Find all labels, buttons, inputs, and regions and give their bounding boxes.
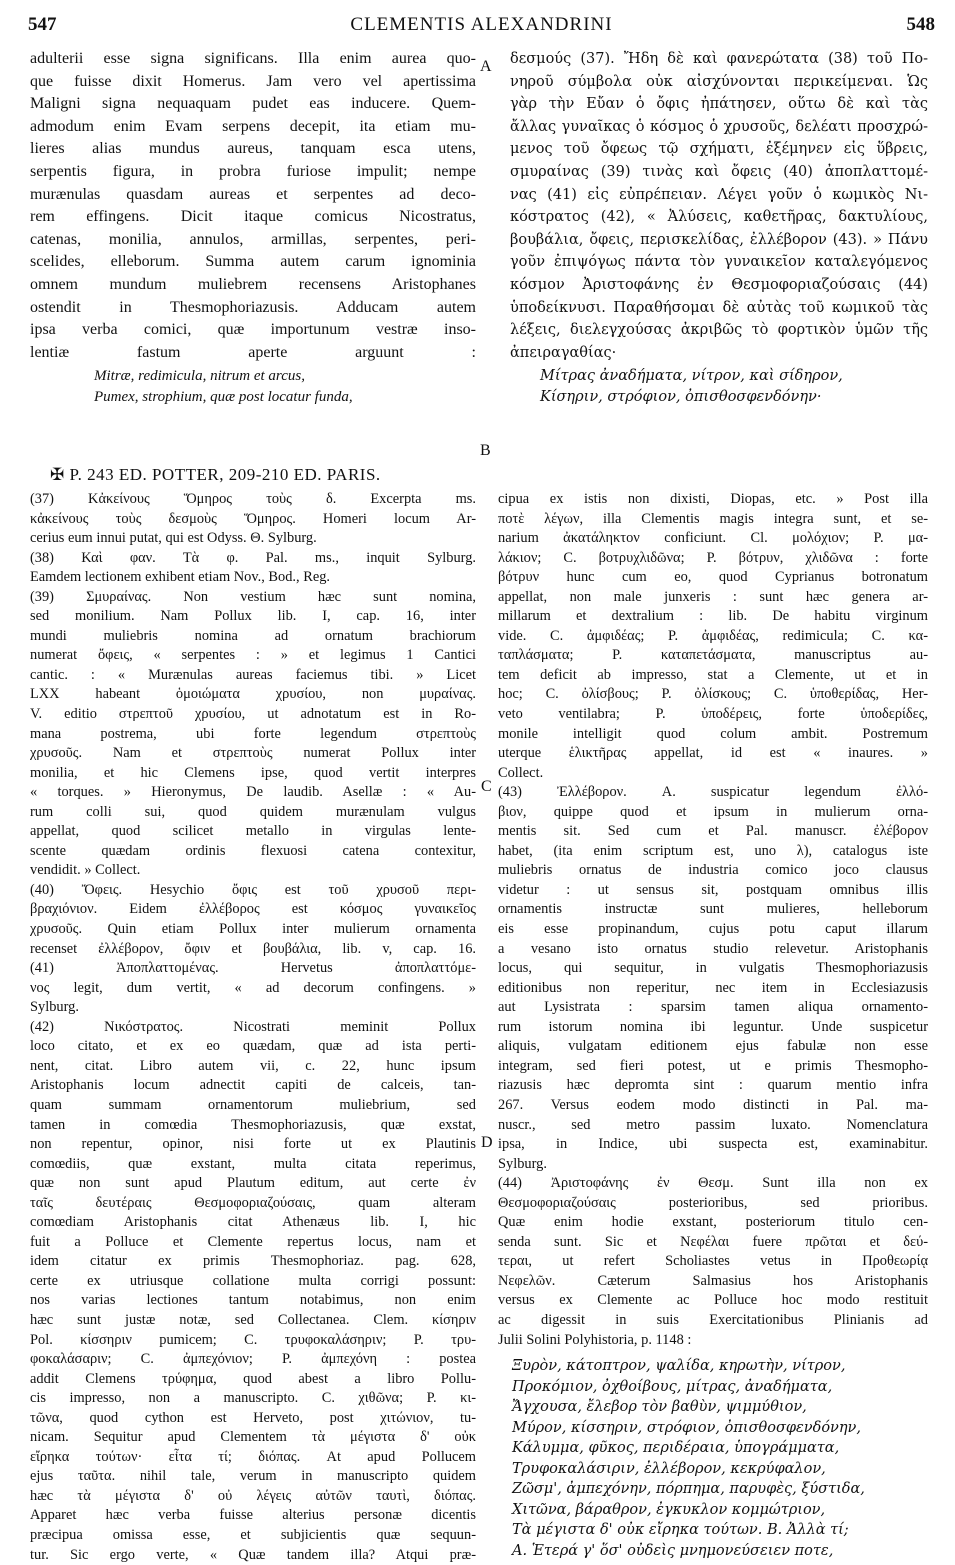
footnotes-right-column — [498, 490, 928, 1561]
footnote-line: ipsa, in Indice, ubi suspecta est, examinabitur. — [498, 1136, 928, 1153]
footnote-line: ejus ταῦτα. nihil tale, verum in manuscripto quidem — [30, 1468, 476, 1485]
footnote-line: Quæ enim hodie exstant, posteriorum titulo cen- — [498, 1214, 928, 1231]
latin-text-line: Maligni signa nequaquam pudet eas inducere. Quem- — [30, 95, 476, 113]
footnote-line: ac digessit in suis Exercitationibus Plinianis ad — [498, 1311, 928, 1328]
greek-text-line: γοῦν ἐπιψόγως πάντα τὸν γυναικεῖον καταλεγόμενος — [510, 254, 928, 271]
latin-text-line: omnem mundum muliebrem recensens Aristophanes — [30, 275, 476, 293]
footnote-line: φοκαλάσαριν; C. ἀμπεχόνιον; P. ἀμπεχόνη : postea — [30, 1351, 476, 1368]
footnote-line: quæ non sunt apud Plautum editum, aut certe ἐν — [30, 1175, 476, 1192]
footnote-verse-line: Μύρον, κίσσηριν, στρόφιον, ὀπισθοσφενδόνην, — [512, 1419, 861, 1436]
footnote-line: (42) Νικόστρατος. Nicostrati meminit Pollux — [30, 1018, 476, 1035]
footnote-line: ποτὲ λέγων, illa Clementis magis integra sunt, et se- — [498, 510, 928, 527]
footnote-line: εἴρηκα τούτων· εἶτα τί; διόπας. At apud Pollucem — [30, 1448, 476, 1465]
latin-text-line: murænulas quasdam aureas et serpentes ad deco- — [30, 185, 476, 203]
footnote-line: muliebris ornatus de industria comico joco clausus — [498, 862, 928, 879]
footnote-line: (43) Ἐλλέβορον. A. suspicatur legendum ἐλλό- — [498, 784, 928, 801]
footnote-line: « torques. » Hieronymus, De laudib. Asellæ : « Au- — [30, 784, 476, 801]
latin-verse-line: Pumex, strophium, quæ post locatur funda, — [94, 389, 353, 406]
footnote-line: Νεφελῶν. Cæterum Salmasius hos Aristophanis — [498, 1272, 928, 1289]
footnote-line: βραχιόνιον. Eidem ἐλλέβορος est κόσμος γυναικεῖος — [30, 901, 476, 918]
footnote-line: aliquis, vulgatam editionem ejus fabulæ non esse — [498, 1038, 928, 1055]
margin-marker-a: A — [480, 58, 492, 75]
greek-text-line: μενος τοῦ ὄφεως τῷ σχήματι, ἐξέμηνεν εἰς ὕβρεις, — [510, 141, 928, 158]
footnote-line: (40) Ὄφεις. Hesychio ὄφις est τοῦ χρυσοῦ περι- — [30, 881, 476, 898]
footnote-line: comœdiam Aristophanis citat Athenæus lib. I, hic — [30, 1214, 476, 1231]
footnote-line: βιον, quippe quod et ipsum in mulierum orna- — [498, 803, 928, 820]
footnote-line: narium ἀκατάληκτον conficiunt. Cl. μολόχιον; P. μα- — [498, 530, 928, 547]
latin-verse-line: Mitræ, redimicula, nitrum et arcus, — [94, 368, 305, 385]
greek-verse-line: Μίτρας ἀναδήματα, νίτρον, καὶ σίδηρον, — [540, 368, 843, 385]
footnote-line: cerius eum innui putat, qui est Odyss. Θ. Sylburg. — [30, 530, 317, 547]
greek-text-line: νηροῦ σύμβολα οὐκ αἰσχύνονται περικείμεναι. Ὡς — [510, 73, 928, 90]
footnote-verse-line: Χιτῶνα, βάραθρον, ἐγκυκλον κομμώτριον, — [512, 1501, 826, 1518]
greek-verse-line: Κίσηριν, στρόφιον, ὀπισθοσφενδόνην· — [540, 389, 822, 406]
margin-marker-d: D — [481, 1134, 493, 1151]
latin-text-line: scelides, elleborum. Summa autem carum ignominia — [30, 253, 476, 271]
footnote-verse-line: Ἄγχουσα, ἔλεβορ τὸν βαθὺν, ψιμμύθιον, — [512, 1399, 807, 1416]
footnote-line: (44) Ἀριστοφάνης ἐν Θεσμ. Sunt illa non ex — [498, 1175, 928, 1192]
footnote-line: monilia, et hic Clemens ipse, quod vertit interpres — [30, 764, 476, 781]
latin-text-line: rem effingens. Dicit itaque comicus Nicostratus, — [30, 208, 476, 226]
footnote-line: tamen in comœdia Thesmophoriazusis, quæ exstat, — [30, 1116, 476, 1133]
footnote-line: Θεσμοφοριαζούσαις posterioribus, sed prioribus. — [498, 1194, 928, 1211]
margin-marker-b: B — [480, 442, 491, 459]
footnote-line: quam summam ornamentorum muliebrium, sed — [30, 1096, 476, 1113]
footnote-line: ornamentis instructæ sunt mulieres, helleborum — [498, 901, 928, 918]
footnote-line: cipua ex istis non dixisti, Diopas, etc. » Post illa — [498, 491, 928, 507]
footnote-line: χρυσοῦς. Nam et στρεπτοὺς numerat Pollux inter — [30, 745, 476, 762]
greek-text-line: κόσμον Ἀριστοφάνης ἐν Θεσμοφοριαζούσαις (44) — [510, 276, 928, 293]
footnote-verse-line: Τὰ μέγιστα δ' οὐκ εἴρηκα τούτων. Β. Ἀλλὰ τί; — [512, 1522, 849, 1539]
footnote-line: nicam. Sequitur apud Clementem τὰ μέγιστα δ' οὐκ — [30, 1429, 476, 1446]
footnote-line: (39) Σμυραίνας. Non vestium hæc sunt nomina, — [30, 588, 476, 605]
footnote-line: nent, citat. Libro autem vii, c. 22, hunc ipsum — [30, 1057, 476, 1074]
footnote-line: addit Clemens τρύφημα, quod abest a libro Pollu- — [30, 1370, 476, 1387]
footnotes-left-column — [30, 490, 476, 1565]
footnote-line: numerat ὄφεις, « serpentes : » et legimus 1 Cantici — [30, 647, 476, 664]
footnote-line: Aristophanis locum adnectit capiti de calceis, tan- — [30, 1077, 476, 1094]
footnote-line: editionibus non reperitur, nec item in Ecclesiazusis — [498, 979, 928, 996]
greek-text-line: νας (41) εἰς εὐπρέπειαν. Λέγει γοῦν ὁ κωμικὸς Νι- — [510, 186, 928, 203]
footnote-line: LXX habeant ὁμοιώματα χρυσίου, non μυραίνας. — [30, 686, 476, 703]
footnote-line: integram, sed fieri potest, ut e primis Thesmopho- — [498, 1057, 928, 1074]
latin-text-line: catenas, monilia, annulos, armillas, serpentes, peri- — [30, 230, 476, 248]
footnote-line: (38) Καὶ φαν. Τὰ φ. Pal. ms., inquit Sylburg. — [30, 549, 476, 566]
footnote-line: a vesano isto ornatus studio relevetur. Aristophanis — [498, 940, 928, 957]
latin-text-line: ipsa verba comici, quæ importunum vestræ inso- — [30, 321, 476, 339]
greek-text-line: ὑποδείκνυσι. Παραθήσομαι δὲ αὐτὰς τοῦ κωμικοῦ τὰς — [510, 299, 928, 316]
latin-text-line: que fuisse dixit Homerus. Jam vero vel apertissima — [30, 72, 476, 90]
footnote-line: tem deficit ab impresso, stat a Clemente, ut et in — [498, 666, 928, 683]
footnote-verse-line: Προκόμιον, ὀχθοίβους, μίτρας, ἀναδήματα, — [512, 1378, 833, 1395]
greek-text-line: λέξεις, διελεγχούσας ἀκριβῶς τὸ φορτικὸν ὑμῶν τῆς — [510, 322, 928, 339]
footnote-line: locus, qui sequitur, in vulgatis Thesmophoriazusis — [498, 960, 928, 977]
footnote-line: mentis sit. Sed cum et Pal. manuscr. ἐλέβορον — [498, 823, 928, 840]
footnote-line: τῶνα, quod cython est Herveto, post χιτώνιον, tu- — [30, 1409, 476, 1426]
footnote-line: recenset ἐλλέβορον, ὄφιν et βουβάλια, lib. v, cap. 16. — [30, 940, 476, 957]
latin-text-line: lentiæ fastum aperte arguunt : — [30, 343, 476, 361]
footnote-line: veto ventilabra; P. ὑποδέρεις, forte ὑποδερίδες, — [498, 706, 928, 723]
footnote-line: nos varias lectiones tantum notabimus, non enim — [30, 1292, 476, 1309]
footnote-line: non repentur, opinor, nisi forte ut ex Plautinis — [30, 1136, 476, 1153]
greek-text-line: ἄλλας γυναῖκας ὁ κόσμος ὁ χρυσοῦς, δελέατι προσχρώ- — [510, 118, 928, 135]
footnote-line: Pol. κίσσηριν pumicem; C. τρυφοκαλάσηριν; P. τρυ- — [30, 1331, 476, 1348]
footnote-line: cis impresso, non a manuscripto. C. χιθῶνα; P. κι- — [30, 1390, 476, 1407]
footnote-line: idem citatur ex primis Thesmophoriaz. pag. 628, — [30, 1253, 476, 1270]
footnote-verse-line: Κάλυμμα, φῦκος, περιδέραια, ὑπογράμματα, — [512, 1440, 840, 1457]
running-title: CLEMENTIS ALEXANDRINI — [350, 14, 613, 35]
latin-translation-column — [30, 48, 476, 408]
latin-text-line: serpentis figura, in probra furiose impulit; nempe — [30, 162, 476, 180]
footnote-verse-line: Τρυφοκαλάσιριν, ἐλλέβορον, κεκρύφαλον, — [512, 1460, 826, 1477]
footnote-line: κἀκείνους τοὺς δεσμοὺς Ὅμηρος. Homeri locum Ar- — [30, 510, 476, 527]
footnote-line: appellat, quod scilicet metallo in virgulas lente- — [30, 823, 476, 840]
footnote-line: τεραι, ut refert Scholiastes vetus in Προθεωρίᾳ — [498, 1253, 928, 1270]
reference-line-text: P. 243 ED. POTTER, 209-210 ED. PARIS. — [69, 465, 381, 484]
footnote-line: sed monilium. Nam Pollux lib. I, cap. 16, inter — [30, 608, 476, 625]
footnote-line: tur. Sic ergo verte, « Quæ tandem illa? Atqui præ- — [30, 1546, 476, 1563]
footnote-line: 267. Versus eodem modo distincti in Pal. ma- — [498, 1096, 928, 1113]
footnote-verse-line: Ξυρὸν, κάτοπτρον, ψαλίδα, κηρωτὴν, νίτρον, — [512, 1358, 846, 1375]
footnote-line: vendidit. » Collect. — [30, 862, 141, 879]
footnote-line: βότρυν hunc cum eo, quod Cyprianus botronatum — [498, 569, 928, 586]
footnote-line: millarum et dextralium : lib. De habitu virginum — [498, 608, 928, 625]
footnote-line: uterque ἑλικτῆρας appellat, id est « inaures. » — [498, 745, 928, 762]
footnote-line: Julii Solini Polyhistoria, p. 1148 : — [498, 1331, 692, 1348]
footnote-verse-line: Α. Ἑτερά γ' ὅσ' οὐδεὶς μνημονεύσειεν ποτε, — [512, 1542, 834, 1559]
footnote-line: habet, (ita enim scriptum est, uno λ), catalogus iste — [498, 842, 928, 859]
greek-text-column — [510, 48, 928, 408]
latin-text-line: admodum enim Evam serpens decepit, ita etiam mu- — [30, 117, 476, 135]
footnote-line: χρυσοῦς. Quin etiam Pollux inter mulierum ornamenta — [30, 921, 476, 938]
footnote-line: νος legit, dum vertit, « ad decorum confingens. » — [30, 979, 476, 996]
footnote-line: Sylburg. — [30, 999, 79, 1016]
footnote-line: Collect. — [498, 764, 544, 781]
footnote-line: aut Lysistrata : sparsim tamen aliqua ornamento- — [498, 999, 928, 1016]
footnote-line: riazusis hæc depromta sint : quarum mentio infra — [498, 1077, 928, 1094]
footnote-line: cantic. : « Murænulas aureas faciemus tibi. » Licet — [30, 666, 476, 683]
footnote-line: fuit a Polluce et Clemente repertus locus, nam et — [30, 1233, 476, 1250]
footnote-line: hæc τὰ μέγιστα δ' οὐ λέγεις αὐτῶν ταυτὶ, διόπας. — [30, 1487, 476, 1504]
footnote-line: ταπλάσματα; P. καταπετάσματα, manuscriptus au- — [498, 647, 928, 664]
footnote-line: comœdiis, quæ exstant, multa citata reperimus, — [30, 1155, 476, 1172]
footnote-line: hæc sunt justæ notæ, sed Collectanea. Clem. κίσηριν — [30, 1311, 476, 1328]
footnote-line: Sylburg. — [498, 1155, 547, 1172]
greek-text-line: σμυραίνας (39) τινὰς καὶ ὄφεις (40) ἀποπλαττομέ- — [510, 163, 928, 180]
latin-text-line: lieres alias mundus aureus, tanquam esca utens, — [30, 140, 476, 158]
footnote-line: scente quædam ordinis flexuosi catena contexitur, — [30, 842, 476, 859]
footnote-line: Apparet hæc verba fuisse alterius personæ dicentis — [30, 1507, 476, 1524]
footnote-line: senda sunt. Sic et Νεφέλαι fuere πρῶται et δεύ- — [498, 1233, 928, 1250]
footnote-line: videtur : ut sensus sit, postquam omnibus illis — [498, 881, 928, 898]
footnote-line: monile intelligit quod colum ambit. Postremum — [498, 725, 928, 742]
footnote-line: appellat, non male junxeris : sunt hæc genera ar- — [498, 588, 928, 605]
greek-text-line: κόστρατος (42), « Ἀλύσεις, καθετῆρας, δακτυλίους, — [510, 209, 928, 226]
footnote-line: rum colli sui, quod quidem murænulam vulgus — [30, 803, 476, 820]
greek-text-line: βουβάλια, ὄφεις, περισκελίδας, ἐλλέβορον (43). » Πάνυ — [510, 231, 928, 248]
latin-text-line: adulterii esse signa significans. Illa enim aurea quo- — [30, 50, 476, 67]
reference-mark-icon: ✠ — [50, 465, 70, 484]
footnote-line: Eamdem lectionem exhibent etiam Nov., Bod., Reg. — [30, 569, 330, 586]
footnote-line: vide. C. ἀμφιδέας; P. ἀμφιδέας, redimicula; C. κα- — [498, 627, 928, 644]
greek-text-line: γὰρ τὴν Εὔαν ὁ ὄφις ἠπάτησεν, οὕτω δὲ καὶ τὰς — [510, 96, 928, 113]
footnote-line: ταῖς δευτέραις Θεσμοφοριαζούσαις, quam alteram — [30, 1194, 476, 1211]
footnote-verse-line: Ζῶσμ', ἀμπεχόνην, πόρπημα, παρυφὲς, ξύστιδα, — [512, 1481, 865, 1498]
footnote-line: rum istorum nomina ibi leguntur. Unde suspicetur — [498, 1018, 928, 1035]
footnote-line: nuscr., sed metro passim luxato. Nomenclatura — [498, 1116, 928, 1133]
margin-marker-c: C — [481, 778, 492, 795]
greek-text-line: δεσμούς (37). Ἤδη δὲ καὶ φανερώτατα (38) τοῦ Πο- — [510, 51, 928, 67]
footnote-line: præcipua omissa esse, et subjicientis quæ sequun- — [30, 1526, 476, 1543]
latin-text-line: ostendit in Thesmophoriazusis. Adducam autem — [30, 298, 476, 316]
footnote-line: λάκιον; C. βοτρυχλιδῶνα; P. βότρυν, χλιδῶνα : forte — [498, 549, 928, 566]
footnote-line: versus ex Clemente ac Polluce hoc modo restituit — [498, 1292, 928, 1309]
footnote-line: eis esse propinandum, cujus potu caput illarum — [498, 921, 928, 938]
edition-reference — [50, 465, 381, 485]
footnote-line: (37) Κἀκείνους Ὅμηρος τοὺς δ. Excerpta ms. — [30, 491, 476, 507]
footnote-line: V. editio στρεπτοῦ χρυσίου, ut adnotatum est in Ro- — [30, 706, 476, 723]
footnote-line: mundi muliebris nomina ad ornatum brachiorum — [30, 627, 476, 644]
greek-text-line: ἀπειραγαθίας· — [510, 344, 617, 361]
footnote-line: mana postrema, ubi forte legendum στρεπτοὺς — [30, 725, 476, 742]
footnote-line: certe ex utriusque collatione multa corrigi possunt: — [30, 1272, 476, 1289]
page-number-right: 548 — [906, 14, 935, 35]
footnote-line: loco citato, et ex eo quædam, quæ ad ista perti- — [30, 1038, 476, 1055]
footnote-line: hoc; C. ὀλίσβους; P. ὀλίσκους; C. ὑποθερίδας, Her- — [498, 686, 928, 703]
running-header — [28, 14, 935, 40]
page-number-left: 547 — [28, 14, 57, 35]
footnote-line: (41) Ἀποπλαττομένας. Hervetus ἀποπλαττόμε- — [30, 960, 476, 977]
